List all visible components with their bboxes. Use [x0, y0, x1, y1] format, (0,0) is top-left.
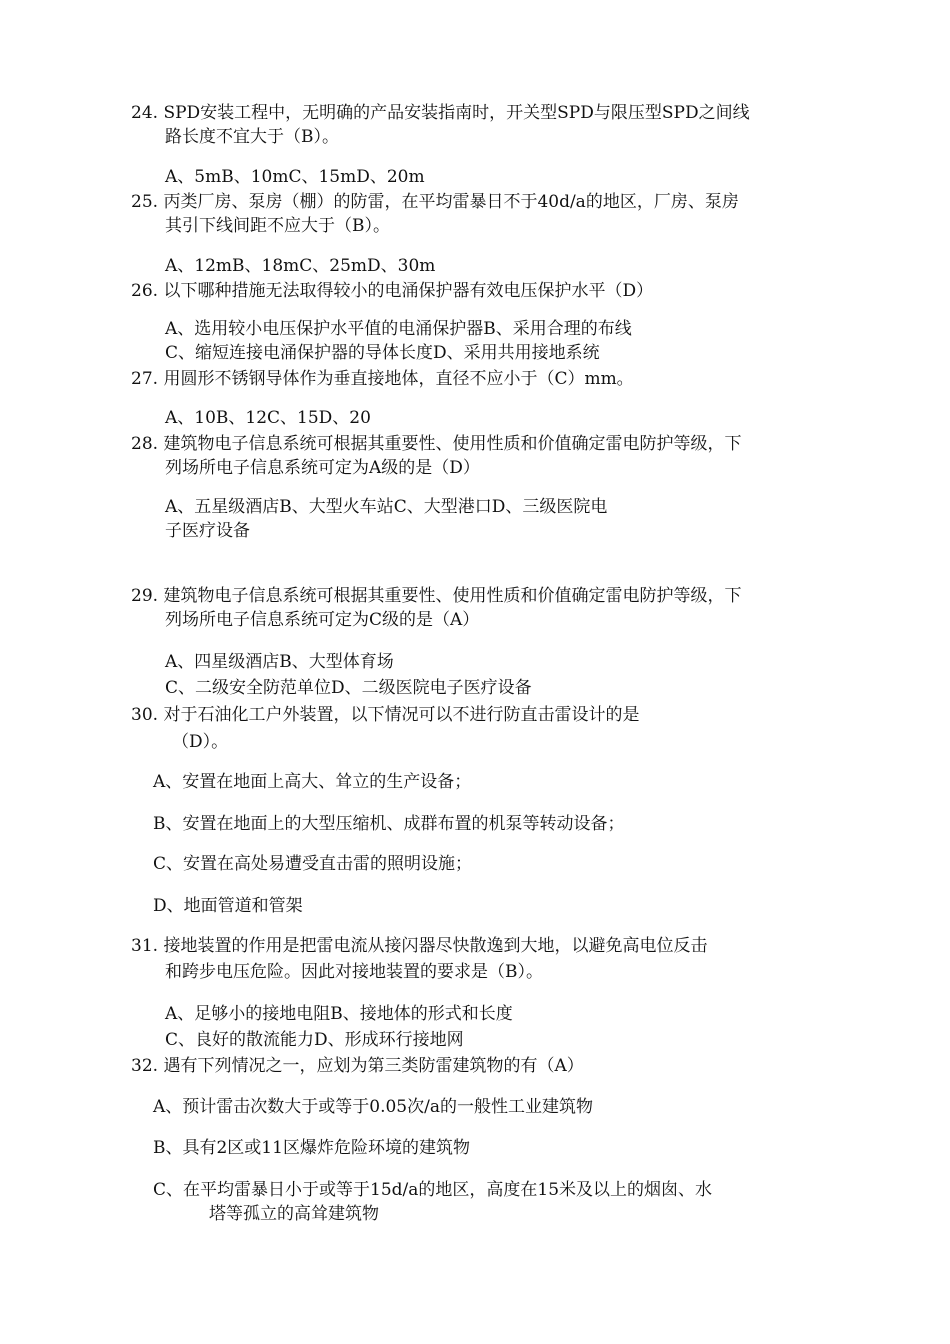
question-25-stem: 25. 丙类厂房、泵房（棚）的防雷，在平均雷暴日不于40d/a的地区，厂房、泵房 — [131, 192, 739, 212]
question-28-option-line-1: A、五星级酒店B、大型火车站C、大型港口D、三级医院电 — [165, 497, 608, 517]
question-26-option-line-2: C、缩短连接电涌保护器的导体长度D、采用共用接地系统 — [165, 343, 600, 363]
question-31-option-line-2: C、良好的散流能力D、形成环行接地网 — [165, 1030, 464, 1050]
question-27-options: A、10B、12C、15D、20 — [165, 408, 371, 428]
question-31-option-line-1: A、足够小的接地电阻B、接地体的形式和长度 — [165, 1004, 513, 1024]
question-30-option-b: B、安置在地面上的大型压缩机、成群布置的机泵等转动设备； — [153, 814, 625, 834]
question-30-stem: 30. 对于石油化工户外装置，以下情况可以不进行防直击雷设计的是 — [131, 705, 640, 725]
question-32-option-c: C、在平均雷暴日小于或等于15d/a的地区，高度在15米及以上的烟囱、水 — [153, 1180, 713, 1200]
question-28-stem-cont: 列场所电子信息系统可定为A级的是（D） — [165, 458, 480, 478]
question-24-options: A、5mB、10mC、15mD、20m — [165, 167, 425, 187]
question-30-stem-cont: （D）。 — [172, 732, 229, 752]
question-25-stem-cont: 其引下线间距不应大于（B）。 — [165, 216, 390, 236]
question-32-stem: 32. 遇有下列情况之一，应划为第三类防雷建筑物的有（A） — [131, 1056, 584, 1076]
question-30-option-c: C、安置在高处易遭受直击雷的照明设施； — [153, 854, 473, 874]
question-24-stem: 24. SPD安装工程中，无明确的产品安装指南时，开关型SPD与限压型SPD之间线 — [131, 103, 750, 123]
question-32-option-c-cont: 塔等孤立的高耸建筑物 — [209, 1204, 379, 1224]
question-27-stem: 27. 用圆形不锈钢导体作为垂直接地体，直径不应小于（C）mm。 — [131, 369, 634, 389]
question-31-stem: 31. 接地装置的作用是把雷电流从接闪器尽快散逸到大地，以避免高电位反击 — [131, 936, 708, 956]
question-25-options: A、12mB、18mC、25mD、30m — [165, 256, 436, 276]
question-29-stem-cont: 列场所电子信息系统可定为C级的是（A） — [165, 610, 480, 630]
question-30-option-a: A、安置在地面上高大、耸立的生产设备； — [153, 772, 472, 792]
question-28-stem: 28. 建筑物电子信息系统可根据其重要性、使用性质和价值确定雷电防护等级，下 — [131, 434, 742, 454]
question-31-stem-cont: 和跨步电压危险。因此对接地装置的要求是（B）。 — [165, 962, 543, 982]
question-29-stem: 29. 建筑物电子信息系统可根据其重要性、使用性质和价值确定雷电防护等级，下 — [131, 586, 742, 606]
question-24-stem-cont: 路长度不宜大于（B）。 — [165, 127, 339, 147]
question-32-option-b: B、具有2区或11区爆炸危险环境的建筑物 — [153, 1138, 470, 1158]
question-26-stem: 26. 以下哪种措施无法取得较小的电涌保护器有效电压保护水平（D） — [131, 281, 654, 301]
question-30-option-d: D、地面管道和管架 — [153, 896, 303, 916]
question-32-option-a: A、预计雷击次数大于或等于0.05次/a的一般性工业建筑物 — [153, 1097, 593, 1117]
question-26-option-line-1: A、选用较小电压保护水平值的电涌保护器B、采用合理的布线 — [165, 319, 632, 339]
question-29-option-line-1: A、四星级酒店B、大型体育场 — [165, 652, 394, 672]
question-29-option-line-2: C、二级安全防范单位D、二级医院电子医疗设备 — [165, 678, 532, 698]
question-28-option-line-2: 子医疗设备 — [165, 521, 250, 541]
